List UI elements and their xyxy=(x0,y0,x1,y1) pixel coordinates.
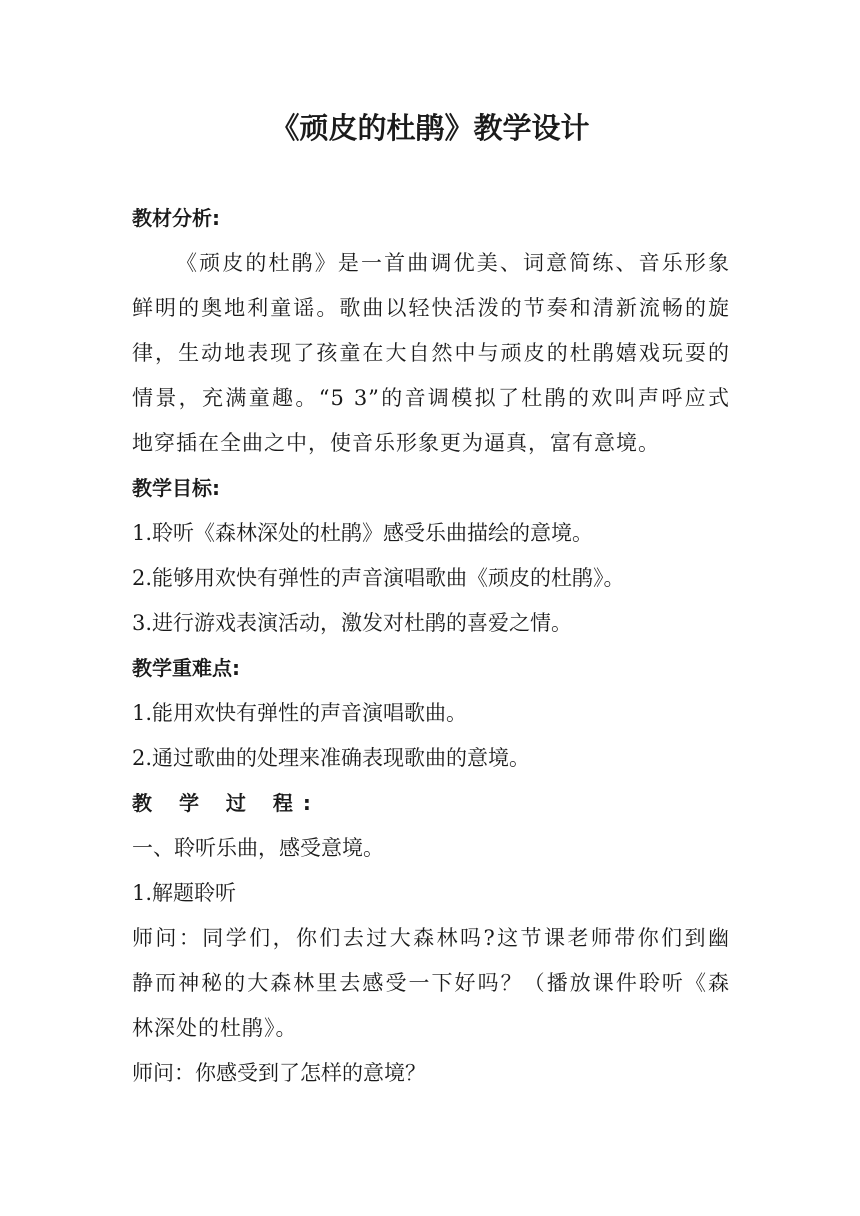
paragraph-line: 《顽皮的杜鹃》是一首曲调优美、词意简练、音乐形象 xyxy=(176,251,730,275)
document-body xyxy=(132,196,730,1096)
process-step: 一、聆听乐曲，感受意境。 xyxy=(132,836,384,860)
list-item: 2.通过歌曲的处理来准确表现歌曲的意境。 xyxy=(132,746,531,770)
section-heading-analysis: 教材分析: xyxy=(132,206,220,230)
section-heading-keypoints: 教学重难点: xyxy=(132,656,240,680)
section-heading-process: 教 学 过 程: xyxy=(132,791,321,815)
document-title: 《顽皮的杜鹃》教学设计 xyxy=(270,111,590,145)
process-substep: 1.解题聆听 xyxy=(132,881,237,905)
section-heading-goals: 教学目标: xyxy=(132,476,220,500)
list-item: 1.聆听《森林深处的杜鹃》感受乐曲描绘的意境。 xyxy=(132,521,594,545)
list-item: 2.能够用欢快有弹性的声音演唱歌曲《顽皮的杜鹃》。 xyxy=(132,566,625,590)
paragraph-line: 情景，充满童趣。“5 3”的音调模拟了杜鹃的欢叫声呼应式 xyxy=(132,386,730,410)
paragraph-line: 静而神秘的大森林里去感受一下好吗？（播放课件聆听《森 xyxy=(132,971,730,995)
list-item: 3.进行游戏表演活动，激发对杜鹃的喜爱之情。 xyxy=(132,611,573,635)
paragraph-line: 师问：你感受到了怎样的意境？ xyxy=(132,1061,426,1085)
paragraph-line: 林深处的杜鹃》。 xyxy=(132,1016,298,1040)
list-item: 1.能用欢快有弹性的声音演唱歌曲。 xyxy=(132,701,468,725)
paragraph-line: 师问：同学们，你们去过大森林吗?这节课老师带你们到幽 xyxy=(132,926,730,950)
paragraph-line: 律，生动地表现了孩童在大自然中与顽皮的杜鹃嬉戏玩耍的 xyxy=(132,341,730,365)
paragraph-line: 鲜明的奥地利童谣。歌曲以轻快活泼的节奏和清新流畅的旋 xyxy=(132,296,730,320)
paragraph-line: 地穿插在全曲之中，使音乐形象更为逼真，富有意境。 xyxy=(132,431,660,455)
